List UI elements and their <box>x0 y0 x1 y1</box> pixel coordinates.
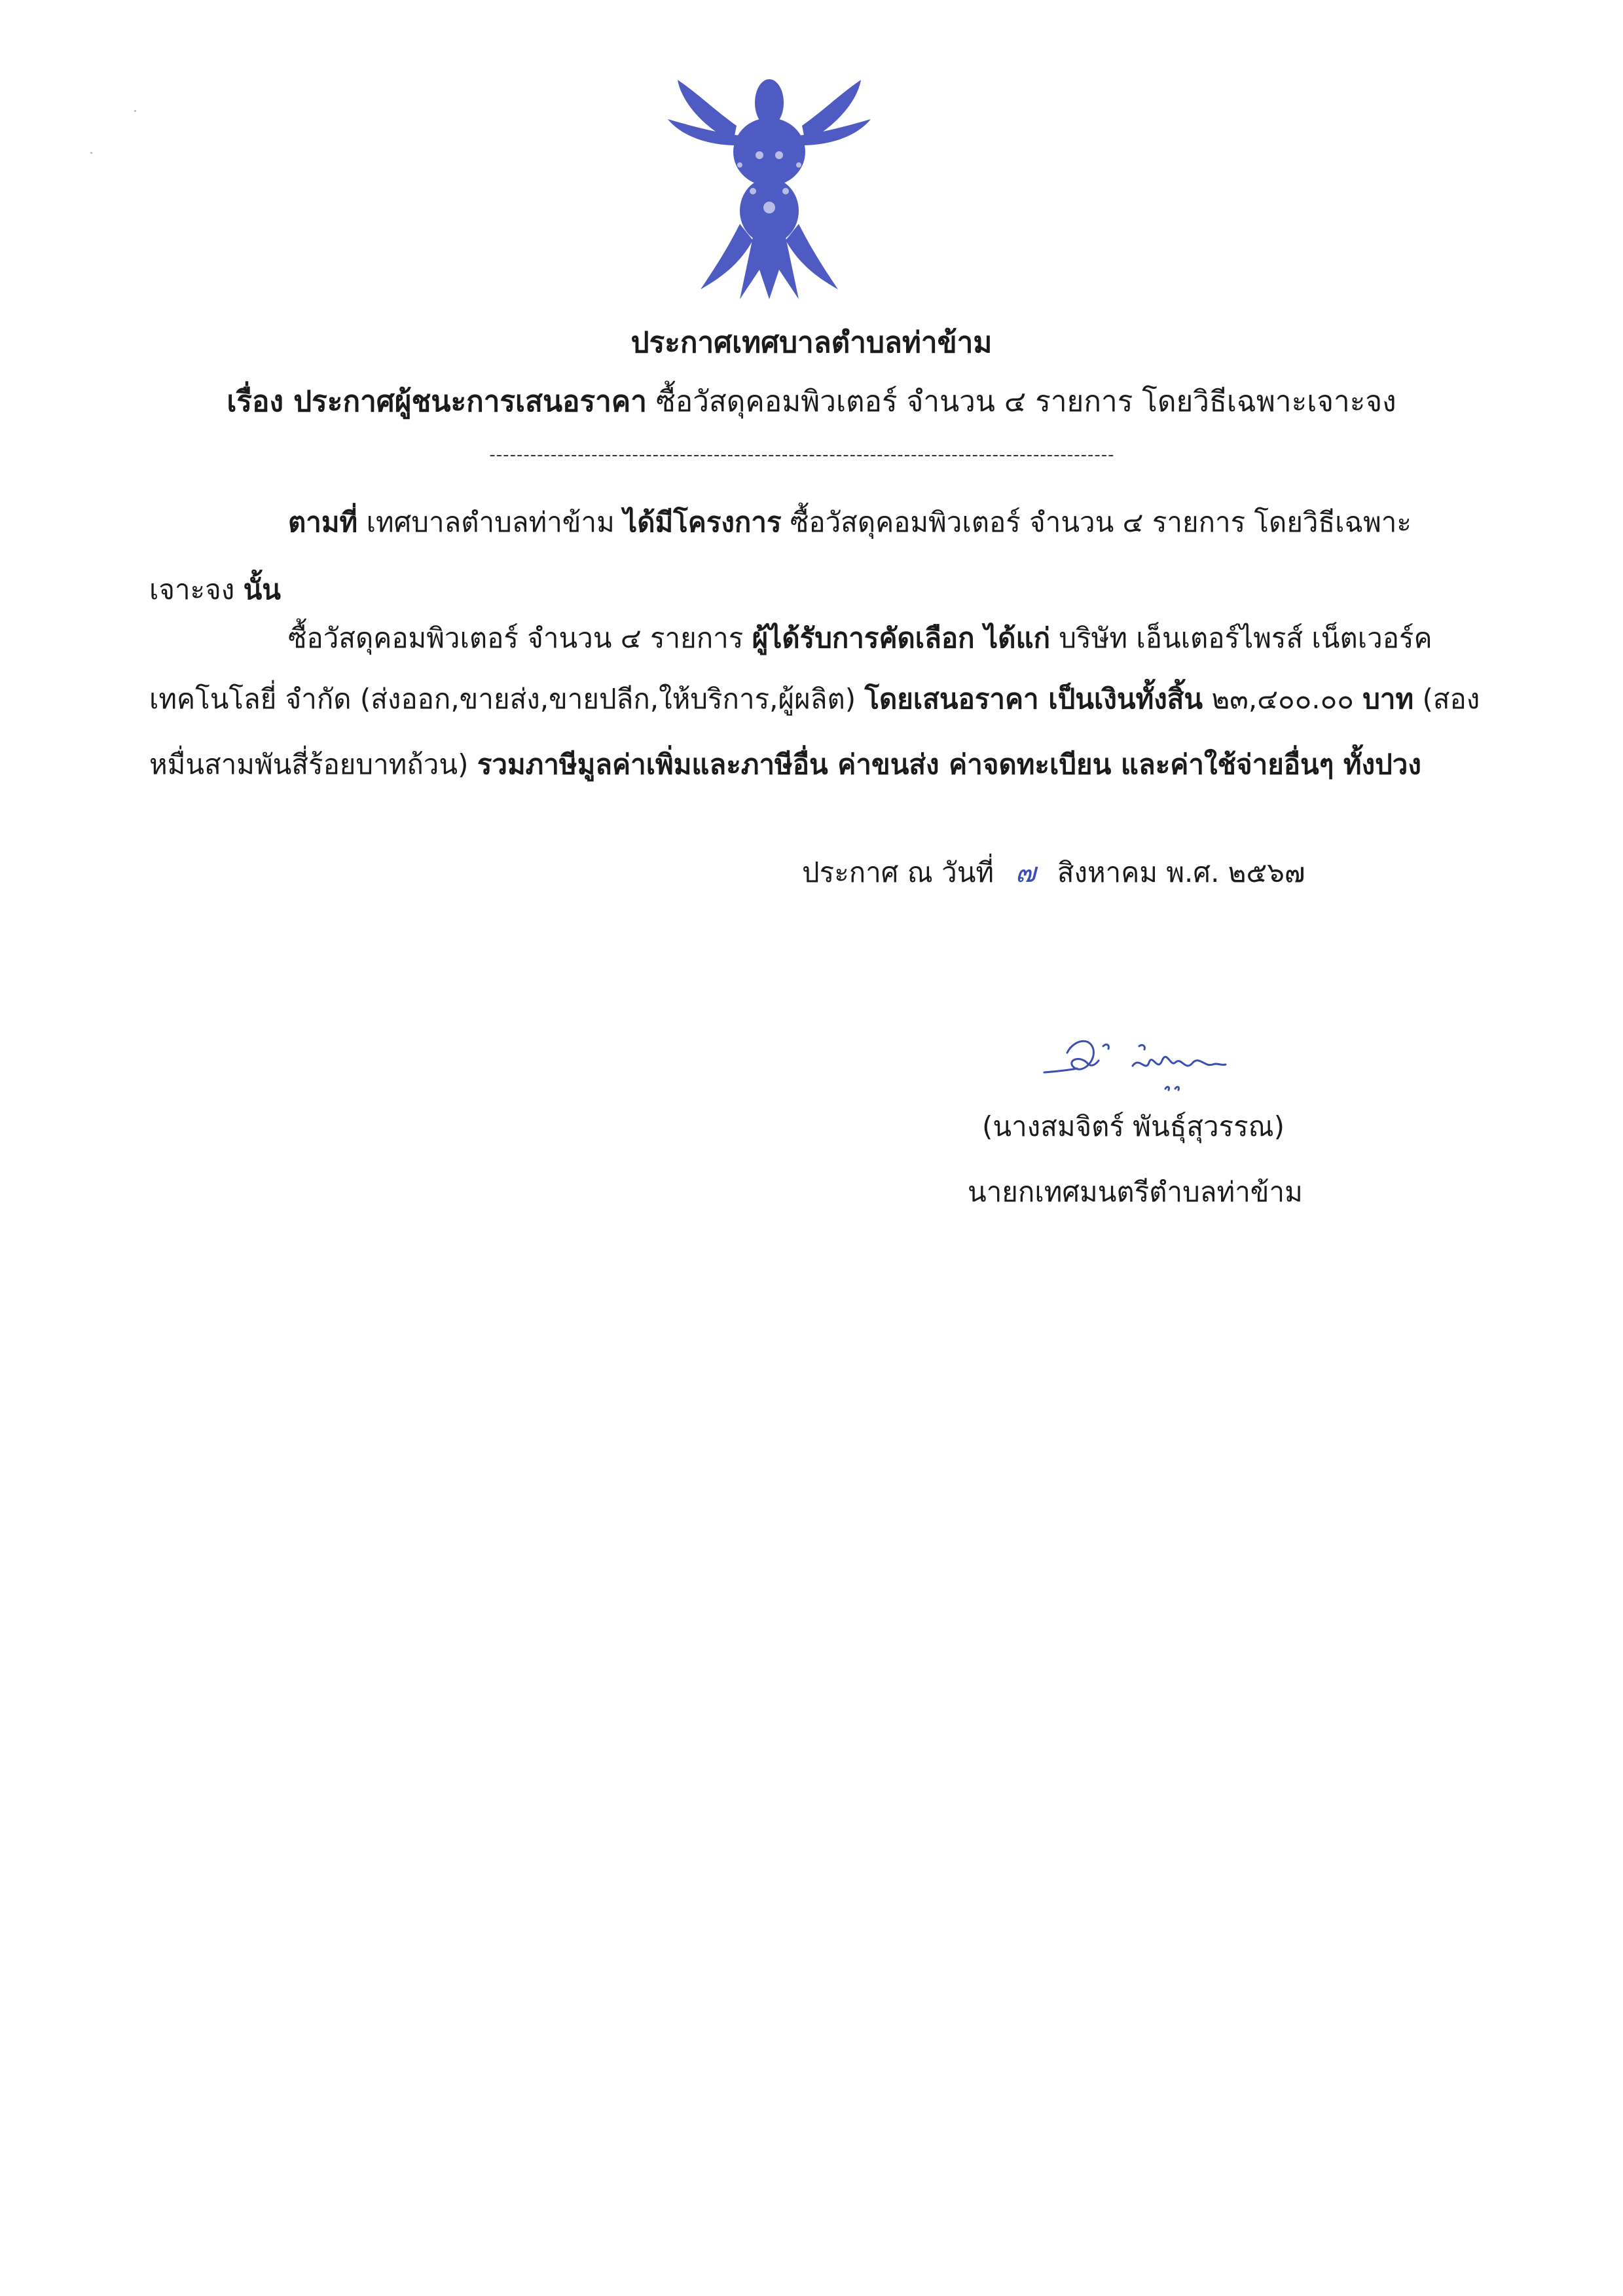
p1-line2-text: เจาะจง <box>149 574 244 606</box>
date-month-year: สิงหาคม พ.ศ. ๒๕๖๗ <box>1057 856 1305 888</box>
p2-line2-amount: ๒๓,๔๐๐.๐๐ <box>1203 683 1363 715</box>
handwritten-signature-icon <box>1041 1027 1257 1105</box>
paragraph-2-line-2 <box>149 678 1480 721</box>
p2-line3-text-1: หมื่นสามพันสี่ร้อยบาทถ้วน) <box>149 748 477 780</box>
p1-bold-1: ตามที่ <box>288 506 358 538</box>
divider-line: -------------------------------------------------------------------------------------------- <box>489 445 1115 465</box>
p2-text-2: บริษัท เอ็นเตอร์ไพรส์ เน็ตเวอร์ค <box>1050 622 1432 654</box>
signatory-position: นายกเทศมนตรีตำบลท่าข้าม <box>968 1176 1303 1208</box>
scan-speck <box>90 152 92 154</box>
p2-line2-bold-1: โดยเสนอราคา เป็นเงินทั้งสิ้น <box>864 683 1203 715</box>
p2-line2-text-1: เทคโนโลยี่ จำกัด (ส่งออก,ขายส่ง,ขายปลีก,ให้บริการ,ผู้ผลิต) <box>149 683 865 715</box>
garuda-emblem-icon <box>661 73 877 302</box>
subject-label: เรื่อง ประกาศผู้ชนะการเสนอราคา <box>227 385 647 418</box>
p1-text-1: เทศบาลตำบลท่าข้าม <box>357 506 624 538</box>
p2-text-1: ซื้อวัสดุคอมพิวเตอร์ จำนวน ๔ รายการ <box>288 622 752 654</box>
p1-text-2: ซื้อวัสดุคอมพิวเตอร์ จำนวน ๔ รายการ โดยวิธีเฉพาะ <box>781 506 1412 538</box>
p2-line3-bold-1: รวมภาษีมูลค่าเพิ่มและภาษีอื่น ค่าขนส่ง ค่าจดทะเบียน และค่าใช้จ่ายอื่นๆ ทั้งปวง <box>477 748 1421 780</box>
p1-line2-bold: นั้น <box>243 574 281 606</box>
date-day-handwritten: ๗ <box>1015 856 1036 888</box>
p2-line2-text-3: (สอง <box>1413 683 1480 715</box>
scan-speck <box>134 110 136 112</box>
paragraph-1-line-2 <box>149 568 281 611</box>
signatory-name: (นางสมจิตร์ พันธุ์สุวรรณ) <box>982 1110 1285 1142</box>
paragraph-1-line-1 <box>288 501 1412 544</box>
p2-bold-1: ผู้ได้รับการคัดเลือก ได้แก่ <box>752 622 1051 654</box>
p2-line2-baht: บาท <box>1362 683 1414 715</box>
p1-bold-2: ได้มีโครงการ <box>623 506 782 538</box>
paragraph-2-line-1 <box>288 617 1432 660</box>
date-prefix: ประกาศ ณ วันที่ <box>802 856 994 888</box>
subject-text: ซื้อวัสดุคอมพิวเตอร์ จำนวน ๔ รายการ โดยวิธีเฉพาะเจาะจง <box>655 385 1396 418</box>
announcement-title: ประกาศเทศบาลตำบลท่าข้าม <box>630 326 993 359</box>
announcement-subject <box>0 378 1623 424</box>
announce-date <box>802 851 1305 894</box>
paragraph-2-line-3 <box>149 743 1421 786</box>
